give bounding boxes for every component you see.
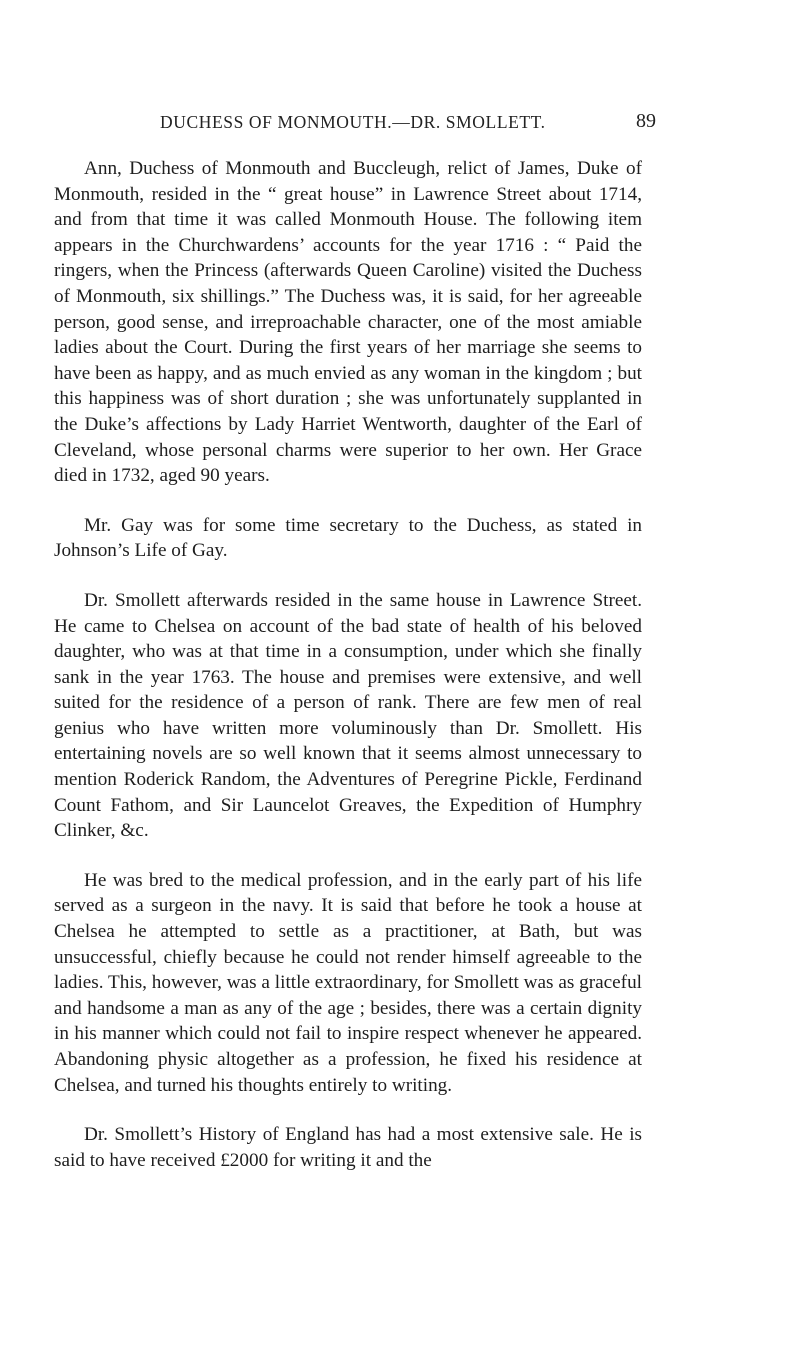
paragraph-mr-gay: Mr. Gay was for some time secretary to the Duchess, as stated in Johnson’s Life of Gay. bbox=[54, 514, 642, 562]
body-text bbox=[54, 156, 642, 1173]
paragraph-history-of-england: Dr. Smollett’s History of England has had a most extensive sale. He is said to have received £2000 for writing it and the bbox=[54, 1124, 642, 1171]
page-number: 89 bbox=[636, 110, 656, 132]
paragraph-dr-smollett: Dr. Smollett afterwards resided in the same house in Lawrence Street. He came to Chelsea on account of the bad state of health of his beloved daughter, who was at that time in a consumption, under which she finally sank in the year 1763. The house and premises were extensive, and well suited for the residence of a person of rank. There are few men of real genius who have written more voluminously than Dr. Smollett. His entertaining novels are so well known that it seems almost unnecessary to mention Roderick Random, the Adventures of Peregrine Pickle, Ferdinand Count Fathom, and Sir Launcelot Greaves, the Expedition of Humphry Clinker, &c. bbox=[54, 589, 642, 842]
paragraph-medical-profession: He was bred to the medical profession, and in the early part of his life served as a surgeon in the navy. It is said that before he took a house at Chelsea he attempted to settle as a practitioner, at Bath, but was unsuccessful, chiefly because he could not render himself agreeable to the ladies. This, however, was a little extraordinary, for Smollett was as graceful and handsome a man as any of the age ; besides, there was a certain dignity in his manner which could not fail to inspire respect whenever he appeared. Abandoning physic altogether as a profession, he fixed his residence at Chelsea, and turned his thoughts entirely to writing. bbox=[54, 869, 642, 1096]
running-title: DUCHESS OF MONMOUTH.—DR. SMOLLETT. bbox=[160, 112, 546, 132]
paragraph-duchess-of-monmouth: Ann, Duchess of Monmouth and Buccleugh, relict of James, Duke of Monmouth, resided in the “ great house” in Lawrence Street about 1714, and from that time it was called Monmouth House. The following item appears in the Churchwardens’ accounts for the year 1716 : “ Paid the ringers, when the Princess (afterwards Queen Caroline) visited the Duchess of Monmouth, six shillings.” The Duchess was, it is said, for her agreeable person, good sense, and irreproachable character, one of the most amiable ladies about the Court. During the first years of her marriage she seems to have been as happy, and as much envied as any woman in the kingdom ; but this happiness was of short duration ; she was unfortunately supplanted in the Duke’s affections by Lady Harriet Wentworth, daughter of the Earl of Cleveland, whose personal charms were superior to her own. Her Grace died in 1732, aged 90 years. bbox=[54, 158, 642, 487]
